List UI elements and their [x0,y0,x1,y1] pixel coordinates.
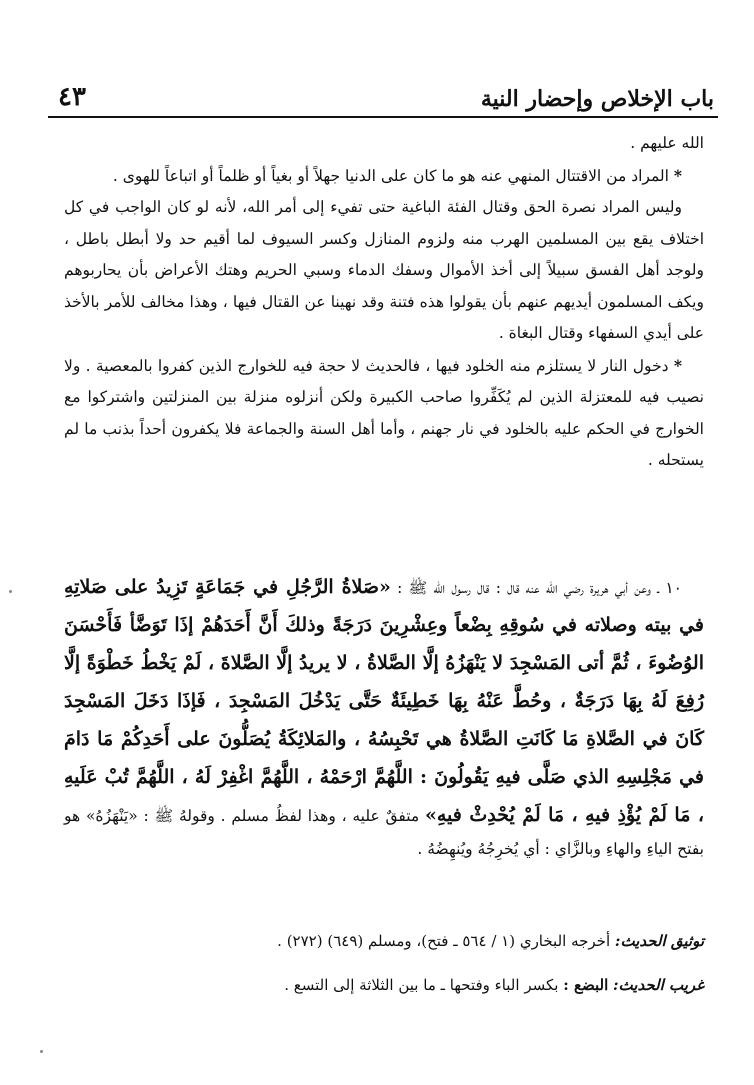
hadith-intro: ١٠ ـ وعن أبي هريرة رضي الله عنه قال : قال رسول الله ﷺ : [397,579,682,597]
page-number: ٤٣ [58,82,86,112]
takhrij-note [64,928,704,954]
commentary-point-1-text: المراد من الاقتتال المنهي عنه هو ما كان على الدنيا جهلاً أو بغياً أو ظلماً أو اتباعاً للهوى . [112,166,669,185]
footnotes [64,928,704,1016]
bullet-star: * [673,165,682,185]
hadith-outro: متفقٌ عليه ، وهذا لفظُ مسلم . وقولهُ ﷺ : «يَنْهَزُهُ» هو بفتح الياءِ والهاءِ وبالزَّاي : أي يُخرِجُهُ ويُنهِضُهُ . [64,807,704,858]
scan-speck [40,1050,43,1053]
scan-speck [9,590,12,593]
hadith-paragraph [64,568,704,866]
continuation-line: الله عليهم . [630,134,704,152]
takhrij-text: أخرجه البخاري (١ / ٥٦٤ ـ فتح)، ومسلم (٦٤٩) (٢٧٢) . [277,932,611,950]
gharib-note [64,972,704,998]
gharib-text: بكسر الباء وفتحها ـ ما بين الثلاثة إلى التسع . [284,976,559,994]
commentary-point-2 [64,350,704,477]
takhrij-label: توثيق الحديث: [614,932,704,950]
chapter-title: باب الإخلاص وإحضار النية [480,86,714,112]
commentary-paragraph: وليس المراد نصرة الحق وقتال الفئة الباغية حتى تفيء إلى أمر الله، لأنه لو كان الواجب في كل اختلاف يقع بين المسلمين الهرب منه ولزوم المنازل وكسر السيوف لما أقيم حد ولا أبطل باطل ، ولوجد أهل الفسق سبيلاً إلى أخذ الأموال وسفك الدماء وسبي الحريم وهتك الأعراض بأن يحاربوهم ويكف المسلمون أيديهم عنهم بأن يقولوا هذه فتنة وقد نهينا عن القتال فيها ، وهذا مخالف للأمر بالأخذ على أيدي السفهاء وقتال البغاة . [64,198,704,342]
gharib-label: غريب الحديث: [613,976,704,994]
gharib-term: البضع : [563,976,609,994]
hadith-block [64,568,704,866]
hadith-text: «صَلاةُ الرَّجُلِ في جَمَاعَةٍ تَزِيدُ على صَلاتِهِ في بيته وصلاته في سُوقِهِ بِضْعاً وعِشْرِينَ دَرَجَةً وذلكَ أَنَّ أَحَدَهُمْ إذَا تَوَضَّأ فَأَحْسَنَ الوُضُوءَ ، ثُمَّ أتى المَسْجِدَ لا يَنْهَزُهُ إلَّا الصَّلاةُ ، لا يريدُ إلَّا الصَّلاةَ ، لَمْ يَخْطُ خَطْوَةً إلَّا رُفِعَ لَهُ بِهَا دَرَجَةٌ ، وحُطَّ عَنْهُ بِهَا خَطِيئَةٌ حَتَّى يَدْخُلَ المَسْجِدَ ، فَإذَا دَخَلَ المَسْجِدَ كَانَ في الصَّلاةِ مَا كَانَتِ الصَّلاةُ هي تَحْبِسُهُ ، والمَلائِكَةُ يُصَلُّونَ على أَحَدِكُمْ مَا دَامَ في مَجْلِسِهِ الذي صَلَّى فيهِ يَقُولُونَ : اللَّهُمَّ ارْحَمْهُ ، اللَّهُمَّ اغْفِرْ لَهُ ، اللَّهُمَّ تُبْ عَلَيهِ ، مَا لَمْ يُؤْذِ فيهِ ، مَا لَمْ يُحْدِثْ فيهِ» [64,576,704,826]
bullet-star: * [673,355,682,375]
commentary-point-1 [64,160,704,193]
commentary-point-2-text: دخول النار لا يستلزم منه الخلود فيها ، فالحديث لا حجة فيه للخوارج الذين كفروا بالمعصية . ولا نصيب فيه للمعتزلة الذين لم يُكَفِّروا صاحب الكبيرة ولكن أنزلوه منزلة بين المنزلتين واشتركوا مع الخوارج في الحكم عليه بالخلود في نار جهنم ، وأما أهل السنة والجماعة فلا يكفرون أحداً بذنب ما لم يستحله . [64,356,704,469]
commentary-text [64,128,704,477]
page-header [48,72,718,118]
